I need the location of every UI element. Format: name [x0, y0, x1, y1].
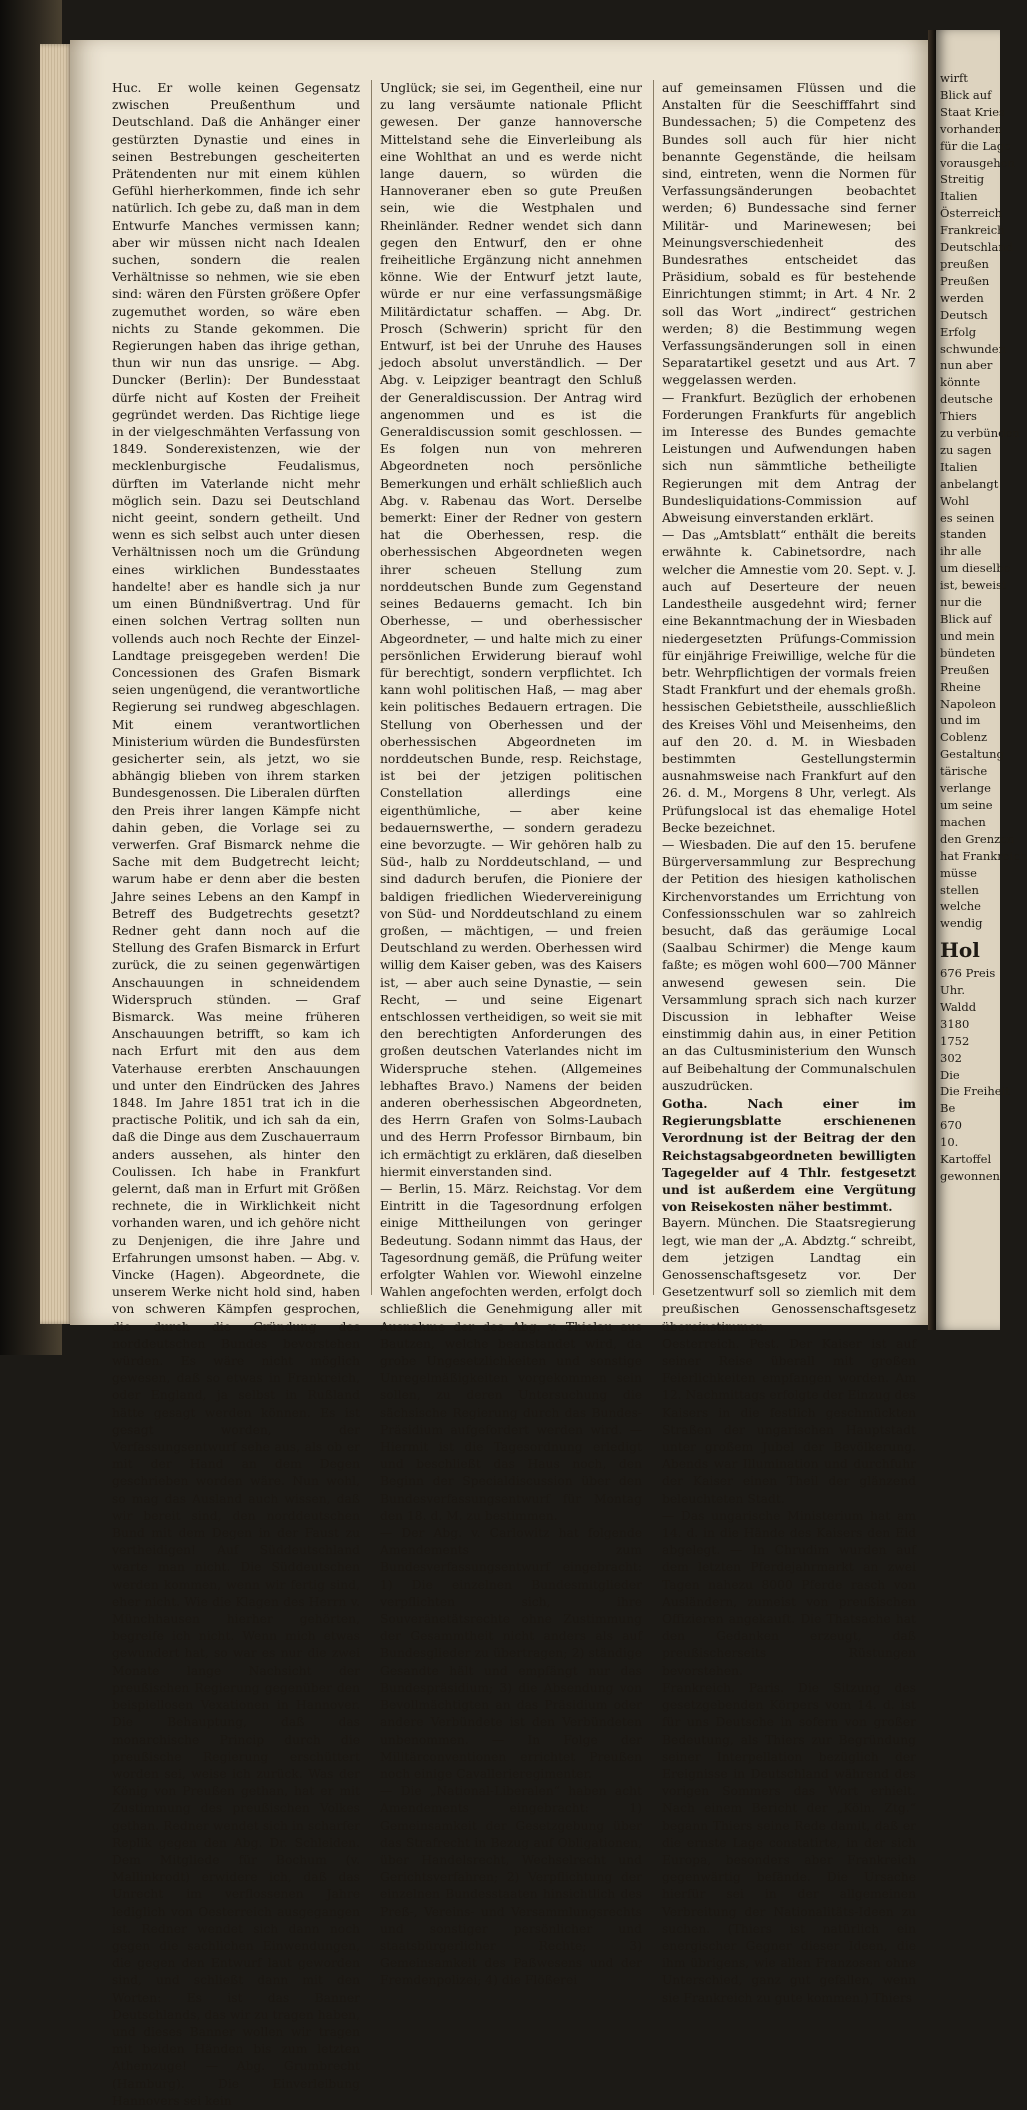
adjacent-fragment: Uhr. — [940, 983, 965, 998]
adjacent-fragment: zu sagen — [940, 442, 992, 457]
adjacent-fragment: und mein — [940, 628, 995, 643]
adjacent-fragment: Italien — [940, 189, 978, 204]
adjacent-fragment: Thiers — [940, 409, 977, 424]
adjacent-fragment: müsse — [940, 865, 977, 880]
newspaper-page — [70, 40, 928, 2108]
adjacent-fragment: könnte — [940, 375, 981, 390]
adjacent-fragment: vorausgehen — [940, 155, 1015, 170]
adjacent-fragment: den Grenzen — [940, 831, 1015, 846]
column-3-paragraph: auf gemeinsamen Flüssen und die Anstalten für die Seeschifffahrt sind Bundessachen; 5) die Competenz des Bundes soll auch für hier nicht benannte Gegenstände, die heilsam sind, eintreten, wenn die Normen für Verfassungsänderungen beobachtet werden; 6) Bundessache sind ferner Militär- und Marinewesen; bei Meinungsverschiedenheit des Bundesrathes entscheidet das Präsidium, sobald es für bestehende Einrichtungen stimmt; in Art. 4 Nr. 2 soll das Wort „indirect“ gestrichen werden; 8) die Bestimmung wegen Verfassungsänderungen soll in einen Separatartikel gesetzt und aus Art. 7 weggelassen werden. — [662, 81, 916, 388]
adjacent-fragment: Die — [940, 1067, 960, 1082]
adjacent-fragment: anbelangt — [940, 476, 999, 491]
adjacent-fragment: Preußen — [940, 662, 990, 677]
adjacent-fragment: Staat Kries — [940, 104, 1005, 119]
column-2-paragraph: — Der Abg. v. Carlowitz hat folgende Amendements zum Bundesverfassungsentwurf eingebracht: 1) Die einzelnen Bundesmitglieder verpflichten sich, ihre Souveränetätsrechte ohne Zustimmung der Gesammtheit nicht anders als auf Bundesglieder zu übertragen; 2) ständige Gesandte hält und empfängt nur das Bundespräsidium; 3) die Absendung von Bevollmächtigten an das Präsidium oder andere Verbündete ist den Verbündeten unbenommen. — In Folge der Militärconventionen errichtet Preußen noch einige Cavallerieregimenter. — [380, 1526, 642, 1781]
column-3-paragraph: Gotha. Nach einer im Regierungsblatte erschienenen Verordnung ist der Beitrag der den Reichstagsabgeordneten bewilligten Tagegelder auf 4 Thlr. festgesetzt und ist außerdem eine Vergütung von Reisekosten näher bestimmt. — [662, 1095, 916, 1215]
adjacent-fragment: 670 — [940, 1118, 962, 1133]
adjacent-fragment: wirft — [940, 71, 968, 85]
adjacent-fragment: Coblenz — [940, 730, 988, 745]
binding-gutter — [928, 30, 936, 1330]
adjacent-fragment: Erfolg — [940, 324, 977, 339]
adjacent-fragment: wendig — [940, 916, 983, 931]
adjacent-fragment: es seinen — [940, 510, 995, 525]
adjacent-fragment: gewonnen — [940, 1169, 1000, 1183]
column-2-paragraph: — Berlin, 15. März. Reichstag. Vor dem Eintritt in die Tagesordnung erfolgen einige Mittheilungen von geringer Bedeutung. Sodann nimmt das Haus, der Tagesordnung gemäß, die Prüfung weiter erfolgter Wahlen vor. Wiewohl einzelne Wahlen angefochten werden, erfolgt doch schließlich die Genehmigung aller mit Ausnahme der des Abg. v. Thielau aus Bautzen, welche beanstandet wird, da grobe Ungesetzlichkeiten und sonstige Unregelmäßigkeiten vorgekommen sein sollen, zu deren Untersuchung die sächsische Regierung durch das Bundes-Präsidium aufgefordert werden wird. — Hiermit ist die Tagesordnung erledigt und beschließt das Haus noch, den Beginn der Specialdiscussion über den Bundesverfassungsentwurf für Montag den 18. d. M. zu bestimmen. — [380, 1182, 642, 1523]
column-3-paragraph: — Das „Amtsblatt“ enthält die bereits erwähnte k. Cabinetsordre, nach welcher die Amnestie vom 20. Sept. v. J. auch auf Deserteure der neuen Landestheile ausgedehnt wird; ferner eine Bekanntmachung der in Wiesbaden niedergesetzten Prüfungs-Commission für einjährige Freiwillige, welche für die betr. Wehrpflichtigen der vormals freien Stadt Frankfurt und der ehemals großh. hessischen Gebietstheile, ausschließlich des Kreises Vöhl und Meisenheims, den auf den 20. d. M. in Wiesbaden bestimmten Gestellungstermin ausnahmsweise nach Frankfurt auf den 26. d. M., Morgens 8 Uhr, verlegt. Als Prüfungslocal ist das ehemalige Hotel Becke bezeichnet. — [662, 528, 916, 835]
adjacent-fragment: Rheine — [940, 679, 981, 694]
adjacent-fragment: Blick auf — [940, 612, 992, 626]
adjacent-fragment: zu verbünden — [940, 426, 1020, 441]
adjacent-fragment: machen — [940, 814, 986, 829]
adjacent-fragment: hat Frankreich — [940, 848, 1027, 863]
adjacent-fragment: Die Freiheit — [940, 1084, 1010, 1099]
adjacent-fragment: Streitig — [940, 172, 985, 187]
adjacent-fragment: Deutschland — [940, 240, 1014, 255]
column-3-paragraph: — Wiesbaden. Die auf den 15. berufene Bürgerversammlung zur Besprechung der Petition des hiesigen katholischen Kirchenvorstandes um Errichtung von Confessionsschulen war so zahlreich besucht, daß das geräumige Local (Saalbau Schirmer) die Menge kaum faßte; es mögen wohl 600—700 Männer anwesend gewesen sein. Die Versammlung sprach sich nach kurzer Discussion in lebhafter Weise einstimmig dahin aus, in einer Petition an das Cultusministerium den Wunsch auf Beibehaltung der Communalschulen auszudrücken. — [662, 837, 916, 1093]
column-2-paragraph: Unglück; sie sei, im Gegentheil, eine nur zu lang versäumte nationale Pflicht gewesen. Der ganze hannoversche Mittelstand sehe die Einverleibung als eine Wohlthat an und es werde nicht lange dauern, so würden die Hannoveraner eben so gute Preußen sein, wie die Westphalen und Rheinländer. Redner wendet sich dann gegen den Entwurf, den er ohne freiheitliche Ergänzung nicht annehmen könne. Wie der Entwurf jetzt laute, würde er nur eine verfassungsmäßige Militärdictatur schaffen. — Abg. Dr. Prosch (Schwerin) spricht für den Entwurf, ist bei der Unruhe des Hauses jedoch absolut unverständlich. — Der Abg. v. Leipziger beantragt den Schluß der Generaldiscussion. Der Antrag wird angenommen und es ist die Generaldiscussion somit geschlossen. — Es folgen nun von mehreren Abgeordneten noch persönliche Bemerkungen und erhält schließlich auch Abg. v. Rabenau das Wort. Derselbe bemerkt: Einer der Redner von gestern hat die Oberhessen, resp. die oberhessischen Abgeordneten wegen ihrer scheuen Stellung zum norddeutschen Bunde zum Gegenstand seines Bedauerns gemacht. Ich bin Oberhesse, — und oberhessischer Abgeordneter, — und halte mich zu einer persönlichen Erwiderung bierauf wohl für berechtigt, sondern verpflichtet. Ich kann wohl politischen Haß, — mag aber kein politisches Bedauern ertragen. Die Stellung von Oberhessen und der oberhessischen Abgeordneten im norddeutschen Bunde, resp. Reichstage, ist bei der jetzigen politischen Constellation allerdings eine eigenthümliche, — aber keine bedauernswerthe, — sondern geradezu eine bevorzugte. — Wir gehören halb zu Süd-, halb zu Norddeutschland, — und sind dadurch berufen, die Pioniere der baldigen friedlichen Wiedervereinigung von Süd- und Norddeutschland zu einem großen, — mächtigen, — und freien Deutschland zu werden. Oberhessen wird willig dem Kaiser geben, was des Kaisers ist, — aber auch seine Dynastie, — sein Recht, — und seine Eigenart entschlossen vertheidigen, so weit sie mit den berechtigten Anforderungen des großen deutschen Vaterlandes nicht im Widerspruche stehen. (Allgemeines lebhaftes Bravo.) Namens der beiden anderen oberhessischen Abgeordneten, des Herrn Grafen von Solms-Laubach und des Herrn Professor Birnbaum, bin ich ermächtigt zu erklären, daß dieselben hiermit einverstanden sind. — [380, 81, 642, 1179]
page-edges — [40, 44, 72, 1324]
adjacent-fragment: stellen — [940, 882, 979, 897]
adjacent-fragment: Wohl — [940, 493, 970, 508]
adjacent-fragment: verlange — [940, 781, 991, 796]
adjacent-fragment: 676 Preis — [940, 966, 996, 981]
adjacent-fragment: 1752 — [940, 1033, 970, 1048]
column-3-paragraph: Bayern. München. Die Staatsregierung legt, wie man der „A. Abdztg.“ schreibt, dem jetzigen Landtag ein Genossenschaftsgesetz vor. Der Gesetzentwurf soll so ziemlich mit dem preußischen Genossenschaftsgesetz übereinstimmen. — [662, 1216, 916, 1334]
text-column-3 — [662, 80, 916, 2005]
adjacent-fragment: Österreich — [940, 206, 1003, 221]
column-3-paragraph: Frankreich. Paris. Die Sitzung des gesetzgebenden Körpers vom 14. d. ist für uns Deutsche in sofern von großer Bedeutung, als Thiers zur Begründung seiner Interpellation bezüglich der Ereignisse in Deutschland während des vorigen Sommers das Wort erhielt. Nach einem Bericht der „Köln. Ztg.“ begann Thiers seine Rede damit, daß er die ernste Lage constatirte, in der sich Europa, besonders aber Frankreich gegenwärtig befände. Die Ursache hierfür sei in der allgemeinen Verbreitung der Nationalitäts-Ideen zu suchen. (Thiers ist natürlich ein energischer Gegner dieser Ideen, die ihm übrigens, wie allen Franzosen ohne Unterschied, ganz gut gefallen, wenn sie Frankreich zu gute kommen.) Thiers — [662, 1680, 916, 2005]
adjacent-page-edge — [936, 30, 1027, 1330]
adjacent-fragment: Frankreich — [940, 223, 1005, 238]
adjacent-fragment: Waldd — [940, 999, 977, 1014]
adjacent-fragment: 302 — [940, 1050, 962, 1065]
column-3-paragraph: — Frankfurt. Bezüglich der erhobenen Forderungen Frankfurts für angeblich im Interesse des Bundes gemachte Leistungen und Aufwendungen haben sich nun sämmtliche betheiligte Regierungen mit dem Antrag der Bundesliquidations-Commission auf Abweisung einverstanden erklärt. — [662, 390, 916, 526]
adjacent-fragment: 3180 — [940, 1016, 970, 1031]
column-divider — [653, 80, 654, 1295]
adjacent-fragment: um dieselbe — [940, 561, 1011, 576]
adjacent-fragment: preußen — [940, 256, 989, 271]
adjacent-fragment: welche — [940, 899, 981, 914]
text-column-1 — [112, 80, 360, 2108]
adjacent-fragment: bündeten — [940, 645, 996, 660]
adjacent-fragment: nur die — [940, 595, 982, 610]
column-3-paragraph: — Das ungarische Ministerium hat am 14. d. in die Hände des Kaisers den Eid abgelegt. — In Chrudim wurden auf dem letzten Pferdejahrmarkt an zwei Tagen nahezu 8000 Pferde rasch von Ausländern, zumeist von preußischen Offizieren angekauft. Die Thatsache hat den Gedanken erzeugt, daß preußischerseits Rüstungen bevorstehen. — [662, 1508, 916, 1678]
adjacent-fragment: deutsche — [940, 392, 993, 407]
column-1-paragraph: Huc. Er wolle keinen Gegensatz zwischen Preußenthum und Deutschland. Daß die Anhänger einer gestürzten Dynastie und eines in seinen Bestrebungen gescheiterten Prätendenten nur mit einem kühlen Gefühl hierherkommen, finde ich sehr natürlich. Ich gebe zu, daß man in dem Entwurfe Manches vermissen kann; aber wir müssen nicht nach Idealen suchen, sondern die realen Verhältnisse so nehmen, wie sie eben sind: wären den Fürsten größere Opfer zugemuthet worden, so wäre eben nichts zu Stande gekommen. Die Regierungen haben das ihrige gethan, thun wir nun das unsrige. — Abg. Duncker (Berlin): Der Bundesstaat dürfe nicht auf Kosten der Freiheit gegründet werden. Das Richtige liege in der vielgeschmähten Verfassung von 1849. Sonderexistenzen, wie der mecklenburgische Feudalismus, dürften im Vaterlande nicht mehr möglich sein. Dazu sei Deutschland nicht geeint, sondern getheilt. Und wenn es sich selbst auch unter diesen Verhältnissen noch um die Gründung eines wirklichen Bundesstaates handelte! aber es handle sich ja nur um einen Bündnißvertrag. Und für einen solchen Vertrag sollten nun vollends auch noch Rechte der Einzel-Landtage preisgegeben werden! Die Concessionen des Grafen Bismark seien ungenügend, die verantwortliche Regierung sei rundweg abgeschlagen. Mit einem verantwortlichen Ministerium würden die Bundesfürsten gesicherter sein, als jetzt, wo sie abhängig blieben von ihrem starken Bundesgenossen. Die Liberalen dürften den Preis ihrer langen Kämpfe nicht dahin geben, die Vorlage sei zu verwerfen. Graf Bismarck nehme die Sache mit dem Budgetrecht leicht; warum habe er denn aber die besten Jahre seines Lebens an den Kampf in Betreff des Budgetrechts gesetzt? Redner geht dann noch auf die Stellung des Grafen Bismarck in Erfurt zurück, die zu seinen gegenwärtigen Anschauungen in schneidendem Widerspruch stünden. — Graf Bismarck. Was meine früheren Anschauungen betrifft, so kam ich nach Erfurt mit den aus dem Vaterhause ererbten Anschauungen und unter den Eindrücken des Jahres 1848. Im Jahre 1851 trat ich in die practische Politik, und ich sah da ein, daß die Dinge aus dem Zuschauerraum anders aussehen, als hinter den Coulissen. Ich habe in Frankfurt gelernt, daß man in Erfurt mit Größen rechnete, die in Wirklichkeit nicht vorhanden waren, und ich gehöre nicht zu Denjenigen, die ihre Jahre und Erfahrungen umsonst haben. — Abg. v. Vincke (Hagen). Abgeordnete, die unserem Werke nicht hold sind, haben von schweren Kämpfen gesprochen, die durch die Gründung des norddeutschen Bundes bevorstehen würden. Es wäre nicht möglich gewesen, daß so etwas in Frankreich, oder England, ja selbst in Rußland hätte gesagt werden können. Es ist gesagt worden, der Verfassungsentwurf sehe aus, als ob er mit der Hand an dem Degen geschrieben worden wäre. Nun wohl, so mag das Ausland auch wissen, daß wir bereit sind, den norddeutschen Bund mit dem Degen in der Faust zu vertheidigen! Auf Süddeutschland warte man nicht. Die Süddeutschen werden kommen, wenn wir fertig sind, eher nicht. Wie die Klagen des Herrn v. Münchhausen hierher gehörten, begreife ich nicht. Wenn mich etwas gewundert hat, so war es nur die zwei Monate lange Nachsicht der preußischen Regierung gegenüber den beispiellosen Vexationen in Hannover. Die Behauptung, daß das monarchische Princip durch die preußische Regierung erschüttert worden sei, weise ich zurück. Was der König von Preußen gethan, hat er mit Zustimmung des preußischen Volkes gethan. Redner wendet sich in scharfer Replik gegen den Abg. Dr. Schleiden. Dem Mitgliede für Bochum (v. Mallinkrodt) erwidere ich, daß das Unrecht im verflossenen Jahre lediglich von Oesterreich ausgegangen ist. Redner wendet sich dann noch gegen die sachlichen Einwendungen, die gegen den Entwurf laut geworden sind, und schließt dann mit den Worten: Es ist das Banner Deutschlands, das wir zu tragen haben, und dieses Banner wollen wir tragen mit beiden Händen bis zum letzten Athemzuge! — Abg. Grumbrecht (Hamburg). Die Einverleibung Hannovers sei kein — [112, 81, 360, 2108]
adjacent-fragment: Kartoffel — [940, 1152, 992, 1167]
adjacent-fragment: Gestaltung — [940, 747, 1004, 762]
adjacent-fragment: schwunden — [940, 341, 1006, 356]
adjacent-heading: Hol — [940, 938, 980, 963]
column-3-paragraph: Oesterreich. Pest. Der Kaiser ist auf seiner Reise überall mit großen Feierlichkeiten empfangen worden. Am 12. Nachmittags erfolgte der Einzug des Kaisers in die festlich geschmückten Straßen der ungarischen Hauptstadt unter großem Jubel der Bevölkerung. Abends war Illumination und durchfuhr der Kaiser einen Theil der glänzend beleuchteten Stadt. — [662, 1336, 916, 1506]
adjacent-fragment: tärische — [940, 764, 988, 779]
adjacent-fragment: Be — [940, 1101, 956, 1116]
adjacent-fragment: vorhanden — [940, 121, 1003, 136]
adjacent-fragment: um seine — [940, 797, 993, 812]
adjacent-page-text — [940, 70, 1027, 1185]
column-2-paragraph: — Die „National-Liberalen“ haben acht Amendements eingebracht: 1) Gemeinsamkeit der Gesetzgebung über das Strafrecht in Bezug auf Obligationen, über Handelsrecht, Wechselrecht und Gerichtsverfahren; 2) Verpflichtung der einzelnen Bundesstaaten hinsichtlich des Preß-, Vereins- und Versammlungsrechts und sonstiger persönlicher und staatsbürgerlicher Rechte; 3) Gemeinsamkeit des Paßwesens und der Fremdenpolizei; 4) die Flößerei — [380, 1784, 642, 1988]
adjacent-fragment: Deutsch — [940, 307, 988, 322]
adjacent-fragment: Preußen — [940, 273, 990, 288]
adjacent-fragment: ist, beweist — [940, 578, 1007, 593]
adjacent-fragment: Blick auf — [940, 87, 992, 102]
adjacent-fragment: ihr alle — [940, 544, 982, 559]
adjacent-fragment: für die Lage — [940, 138, 1011, 153]
adjacent-fragment: 10. — [940, 1135, 959, 1150]
adjacent-fragment: Italien — [940, 459, 978, 474]
column-divider — [371, 80, 372, 1295]
text-column-2 — [380, 80, 642, 1988]
adjacent-fragment: werden — [940, 290, 984, 305]
adjacent-fragment: Napoleon — [940, 696, 997, 711]
adjacent-fragment: nun aber — [940, 358, 993, 373]
adjacent-fragment: und im — [940, 713, 981, 728]
adjacent-fragment: standen — [940, 527, 987, 542]
